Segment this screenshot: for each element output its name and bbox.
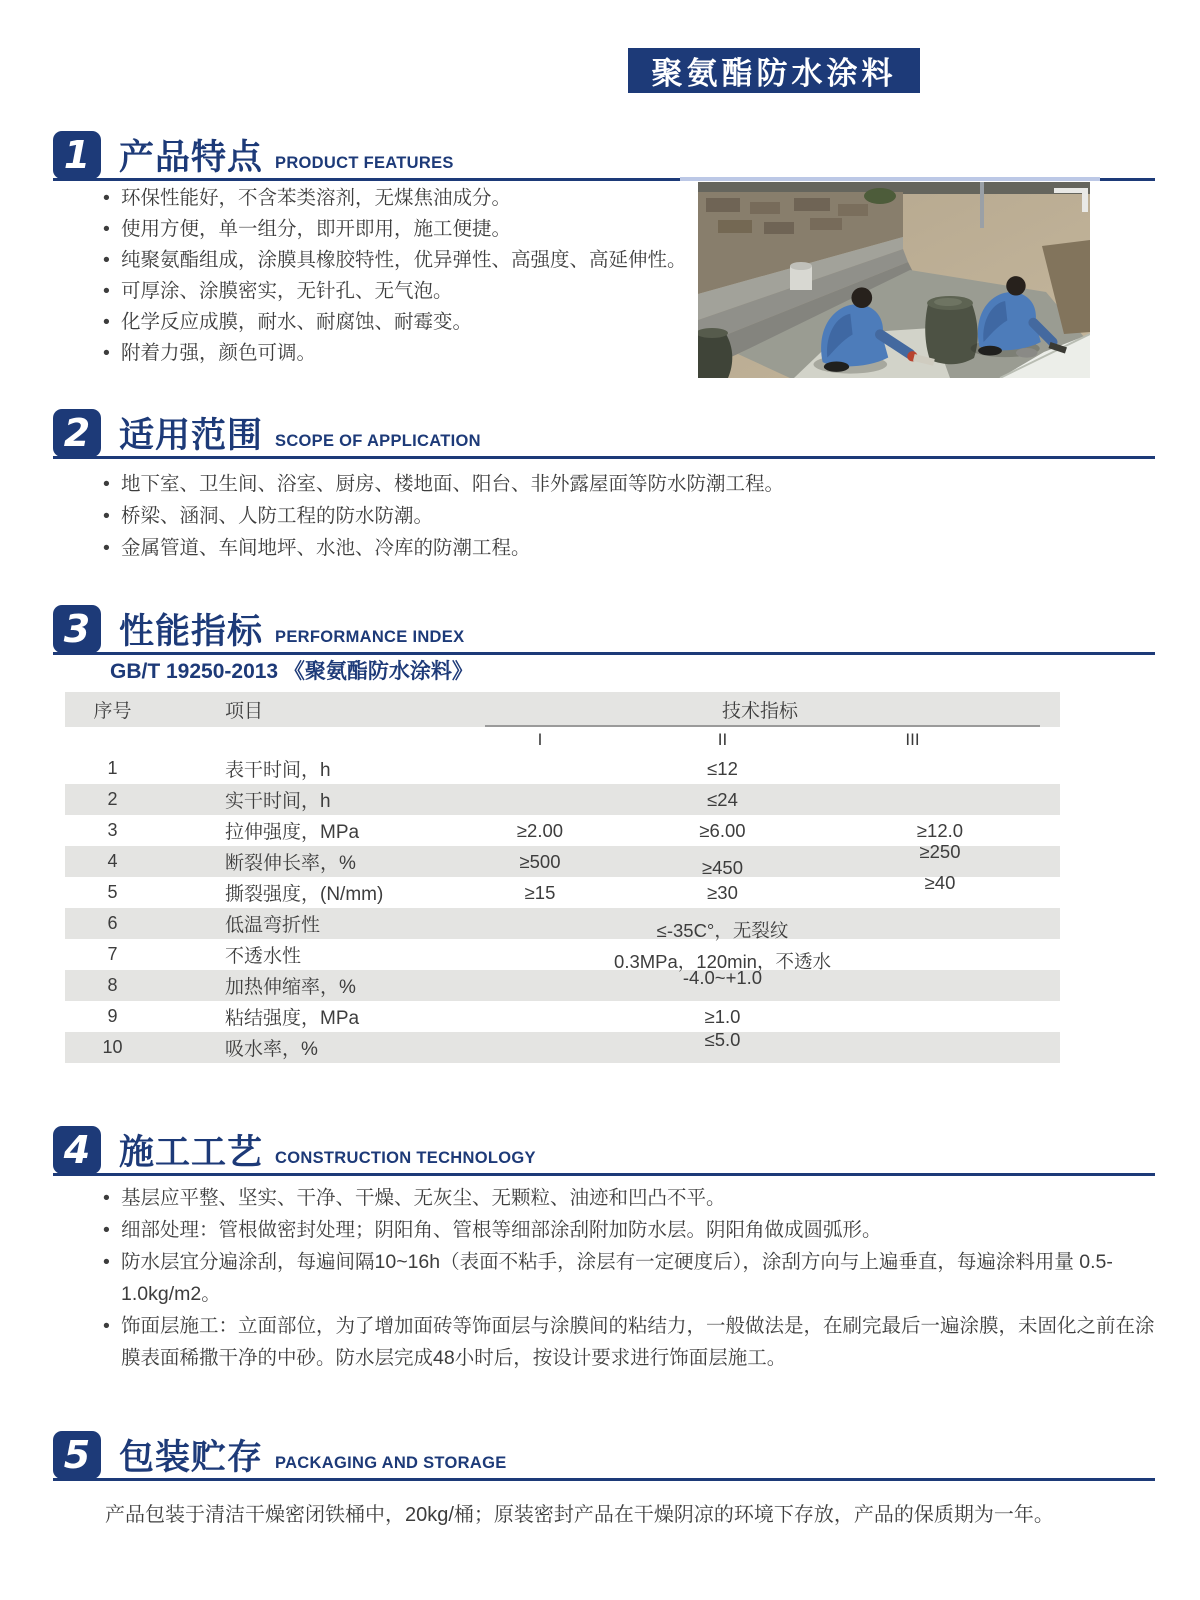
cell-value-span: ≤12: [707, 757, 738, 779]
cell-value-span: ≥1.0: [704, 1005, 741, 1027]
cell-no: 1: [107, 758, 118, 778]
table-subheader-row: [65, 727, 1060, 753]
bullet-dot: •: [103, 280, 110, 302]
cell-no: 4: [107, 851, 118, 871]
bullet-dot: •: [103, 505, 110, 527]
cell-item: 拉伸强度，MPa: [225, 822, 360, 843]
cell-item: 吸水率，%: [225, 1039, 318, 1060]
bullet-text: 纯聚氨酯组成，涂膜具橡胶特性，优异弹性、高强度、高延伸性。: [121, 249, 687, 271]
bullet-text: 使用方便，单一组分，即开即用，施工便捷。: [121, 218, 512, 240]
photo-top-accent-line: [680, 177, 1100, 181]
section-4-header: [53, 1121, 1155, 1176]
bullet-dot: •: [103, 187, 110, 209]
bullet-text: 饰面层施工：立面部位，为了增加面砖等饰面层与涂膜间的粘结力，一般做法是，在刷完最后一遍涂膜，未固化之前在涂膜表面稀撒干净的中砂。防水层完成48小时后，按设计要求进行饰面层施工。: [121, 1315, 1155, 1369]
bullet-item: [103, 307, 703, 338]
section-1-header: [53, 126, 1155, 181]
cell-value-3: ≥40: [924, 871, 956, 893]
section-1-title: 产品特点: [119, 138, 264, 177]
section-2-number-badge: 2: [53, 409, 101, 457]
bullet-item: [103, 1310, 1163, 1374]
section-4-subtitle: CONSTRUCTION TECHNOLOGY: [275, 1149, 536, 1167]
cell-no: 2: [107, 789, 118, 809]
cell-no: 9: [107, 1006, 118, 1026]
bullet-item: [103, 1182, 1163, 1214]
section-5-number-badge: 5: [53, 1431, 101, 1479]
product-photo: [698, 182, 1090, 378]
bullet-text: 化学反应成膜，耐水、耐腐蚀、耐霉变。: [121, 311, 473, 333]
cell-value-span: ≤-35C°，无裂纹: [656, 919, 789, 941]
bullet-dot: •: [103, 1187, 110, 1209]
cell-item: 断裂伸长率，%: [225, 853, 356, 874]
bullet-text: 环保性能好，不含苯类溶剂，无煤焦油成分。: [121, 187, 512, 209]
cell-value-1: ≥15: [524, 881, 556, 903]
page-title: 聚氨酯防水涂料: [628, 48, 920, 93]
bullet-dot: •: [103, 218, 110, 240]
table-row: [65, 1001, 1060, 1032]
table-row: [65, 1028, 1060, 1063]
table-row: [65, 871, 1060, 908]
bullet-item: [103, 276, 703, 307]
bullet-dot: •: [103, 342, 110, 364]
cell-item: 撕裂强度，(N/mm): [225, 884, 384, 905]
section-5-title: 包装贮存: [119, 1438, 264, 1477]
section-3-subtitle: PERFORMANCE INDEX: [275, 628, 465, 646]
bullet-item: [103, 338, 703, 369]
section-3-header: [53, 600, 1155, 655]
cell-item: 粘结强度，MPa: [225, 1008, 360, 1029]
bullet-text: 桥梁、涵洞、人防工程的防水防潮。: [121, 505, 434, 527]
bullet-item: [103, 468, 1083, 500]
cell-value-1: ≥2.00: [516, 819, 564, 841]
bullet-dot: •: [103, 1251, 110, 1273]
section-3-number-badge: 3: [53, 605, 101, 653]
header-col-no: 序号: [93, 701, 132, 722]
bullet-dot: •: [103, 311, 110, 333]
cell-no: 6: [107, 913, 118, 933]
bullet-text: 细部处理：管根做密封处理；阴阳角、管根等细部涂刮附加防水层。阴阳角做成圆弧形。: [121, 1219, 882, 1241]
rooftop-coating-photo-illustration: [698, 182, 1090, 378]
bullet-dot: •: [103, 1315, 110, 1337]
bullet-item: [103, 183, 703, 214]
section-2-title: 适用范围: [119, 416, 264, 455]
packaging-storage-text: 产品包装于清洁干燥密闭铁桶中，20kg/桶；原装密封产品在干燥阴凉的环境下存放，产品的保质期为一年。: [105, 1504, 1054, 1526]
cell-value-span: ≤24: [707, 788, 738, 810]
bullet-dot: •: [103, 537, 110, 559]
section-2-subtitle: SCOPE OF APPLICATION: [275, 432, 481, 450]
cell-item: 加热伸缩率，%: [225, 977, 356, 998]
section-1-subtitle: PRODUCT FEATURES: [275, 154, 454, 172]
cell-value-2: ≥6.00: [699, 819, 746, 841]
cell-no: 8: [107, 975, 118, 995]
bullet-item: [103, 500, 1083, 532]
cell-no: 3: [107, 820, 118, 840]
section-3-title: 性能指标: [119, 612, 264, 651]
bullet-text: 可厚涂、涂膜密实，无针孔、无气泡。: [121, 280, 453, 302]
cell-value-3: ≥12.0: [916, 819, 964, 841]
subcol-I: I: [537, 730, 543, 749]
table-row: [65, 908, 1060, 939]
cell-item: 实干时间，h: [225, 791, 331, 812]
bullet-text: 金属管道、车间地坪、水池、冷库的防潮工程。: [121, 537, 531, 559]
cell-value-3: ≥250: [919, 840, 961, 862]
subcol-III: III: [905, 730, 920, 749]
scope-list: [103, 468, 1083, 564]
bullet-item: [103, 1246, 1163, 1310]
bullet-text: 地下室、卫生间、浴室、厨房、楼地面、阳台、非外露屋面等防水防潮工程。: [121, 473, 785, 495]
bullet-text: 防水层宜分遍涂刮，每遍间隔10~16h（表面不粘手，涂层有一定硬度后），涂刮方向与上遍垂直，每遍涂料用量 0.5-1.0kg/m2。: [121, 1251, 1113, 1305]
cell-value-span: ≤5.0: [704, 1028, 741, 1050]
bullet-dot: •: [103, 1219, 110, 1241]
cell-value-1: ≥500: [519, 850, 561, 872]
table-row: [65, 784, 1060, 815]
section-2-header: [53, 404, 1155, 459]
performance-index-table: [65, 692, 1060, 1063]
bullet-text: 附着力强，颜色可调。: [121, 342, 317, 364]
cell-item: 表干时间，h: [225, 760, 331, 781]
cell-no: 10: [102, 1037, 123, 1057]
table-row: [65, 966, 1060, 1001]
bullet-dot: •: [103, 473, 110, 495]
section-5-header: [53, 1426, 1155, 1481]
table-header-row: [65, 692, 1060, 727]
cell-no: 7: [107, 944, 118, 964]
header-col-item: 项目: [225, 701, 264, 722]
bullet-dot: •: [103, 249, 110, 271]
section-4-number-badge: 4: [53, 1126, 101, 1174]
table-body: [65, 753, 1060, 1063]
product-features-list: [103, 183, 703, 369]
construction-list: [103, 1182, 1163, 1374]
header-group-label: 技术指标: [721, 701, 798, 722]
table-row: [65, 753, 1060, 784]
standard-reference-line: GB/T 19250-2013 《聚氨酯防水涂料》: [110, 660, 473, 683]
cell-value-span: -4.0~+1.0: [682, 966, 763, 988]
cell-item: 低温弯折性: [225, 915, 321, 936]
cell-value-span: 0.3MPa，120min，不透水: [614, 950, 831, 972]
header-group-underline: [485, 725, 1040, 727]
section-4-title: 施工工艺: [119, 1133, 264, 1172]
cell-value-2: ≥30: [707, 881, 738, 903]
section-1-number-badge: 1: [53, 131, 101, 179]
bullet-item: [103, 532, 1083, 564]
bullet-item: [103, 245, 703, 276]
header-group: [455, 692, 1065, 727]
cell-value-2: ≥450: [701, 856, 744, 878]
table-row: [65, 939, 1060, 970]
cell-no: 5: [107, 882, 118, 902]
bullet-item: [103, 1214, 1163, 1246]
bullet-item: [103, 214, 703, 245]
bullet-text: 基层应平整、坚实、干净、干燥、无灰尘、无颗粒、油迹和凹凸不平。: [121, 1187, 726, 1209]
section-5-subtitle: PACKAGING AND STORAGE: [275, 1454, 507, 1472]
cell-item: 不透水性: [225, 946, 302, 967]
subcol-II: II: [717, 730, 728, 749]
